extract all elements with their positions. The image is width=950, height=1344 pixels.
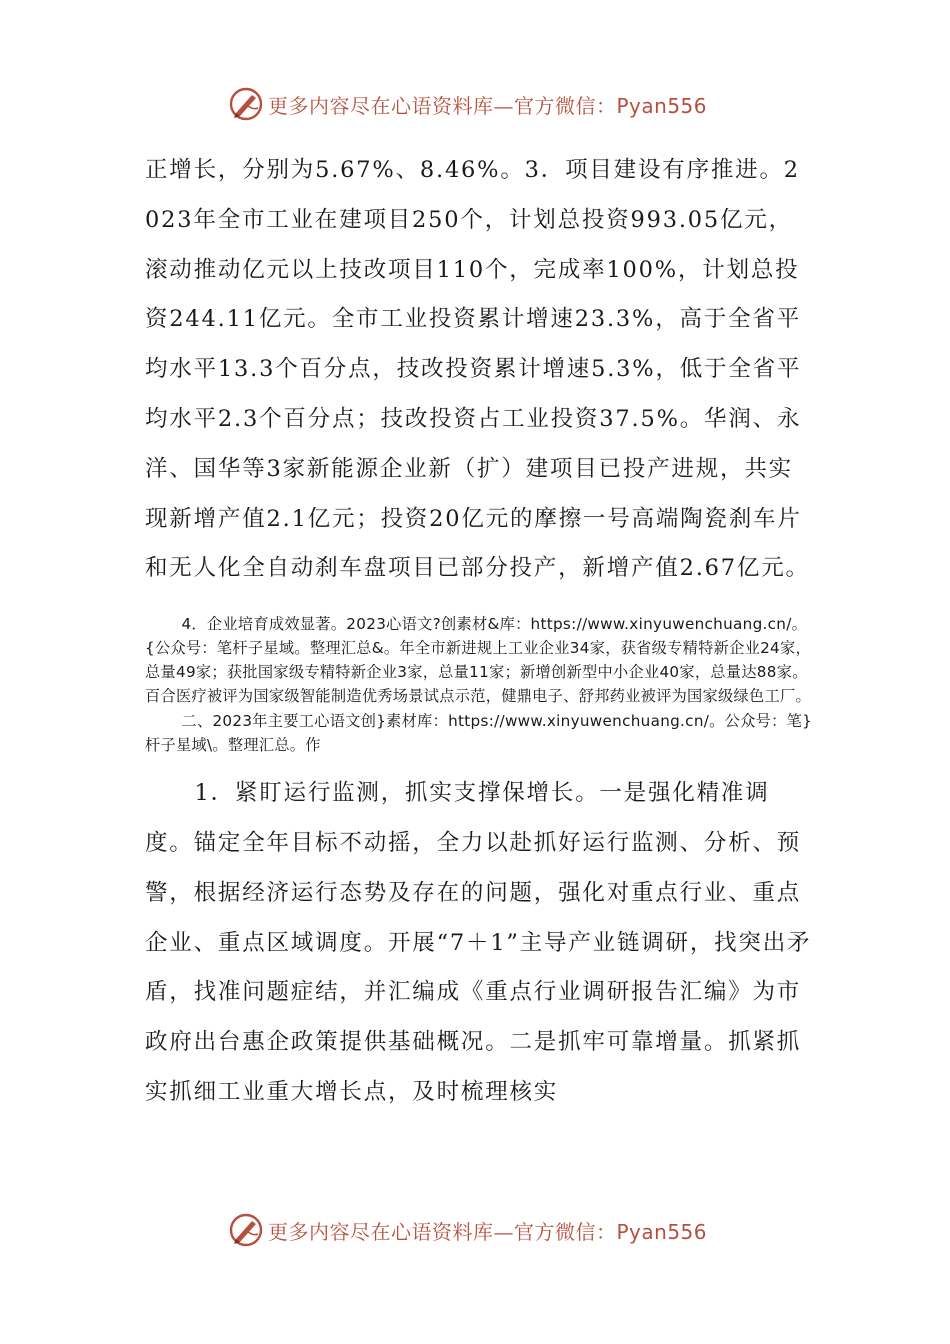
- section-heading-main-work: 二、2023年主要工心语文创}素材库：https://www.xinyuwenchuang.cn/。公众号：笔}杆子星域\。整理汇总。作: [145, 712, 813, 755]
- banner-text: 更多内容尽在心语资料库—官方微信：Pyan556: [268, 93, 708, 118]
- wechat-handle: Pyan556: [616, 93, 708, 118]
- pen-logo-icon: [228, 86, 264, 122]
- paragraph-project-construction: 正增长，分别为5.67%、8.46%。3．项目建设有序推进。2023年全市工业在建项目250个，计划总投资993.05亿元，滚动推动亿元以上技改项目110个，完成率100%，计划总投资244.11亿元。全市工业投资累计增速23.3%，高于全省平均水平13.3个百分点，技改投资累计增速5.3%，低于全省平均水平2.3个百分点；技改投资占工业投资37.5%。华润、永洋、国华等3家新能源企业新（扩）建项目已投产进规，共实现新增产值2.1亿元；投资20亿元的摩擦一号高端陶瓷刹车片和无人化全自动刹车盘项目已部分投产，新增产值2.67亿元。: [145, 157, 810, 582]
- footer-banner: [228, 1208, 788, 1252]
- paragraph-enterprise-cultivation: 4．企业培育成效显著。2023心语文?创素材&库：https://www.xinyuwenchuang.cn/。{公众号：笔杆子星域。整理汇总&。年全市新进规上工业企业34家，获省级专精特新企业24家，总量49家；获批国家级专精特新企业3家，总量11家；新增创新型中小企业40家，总量达88家。百合医疗被评为国家级智能制造优秀场景试点示范，健鼎电子、舒邦药业被评为国家级绿色工厂。: [145, 615, 811, 706]
- header-banner: [228, 82, 788, 126]
- paragraph-operation-monitoring: 1．紧盯运行监测，抓实支撑保增长。一是强化精准调度。锚定全年目标不动摇，全力以赴抓好运行监测、分析、预警，根据经济运行态势及存在的问题，强化对重点行业、重点企业、重点区域调度。开展“7＋1”主导产业链调研，找突出矛盾，找准问题症结，并汇编成《重点行业调研报告汇编》为市政府出台惠企政策提供基础概况。二是抓牢可靠增量。抓紧抓实抓细工业重大增长点，及时梳理核实: [145, 780, 812, 1105]
- wechat-handle: Pyan556: [616, 1219, 708, 1244]
- document-body: [145, 146, 815, 1118]
- pen-logo-icon: [228, 1212, 264, 1248]
- banner-text: 更多内容尽在心语资料库—官方微信：Pyan556: [268, 1219, 708, 1244]
